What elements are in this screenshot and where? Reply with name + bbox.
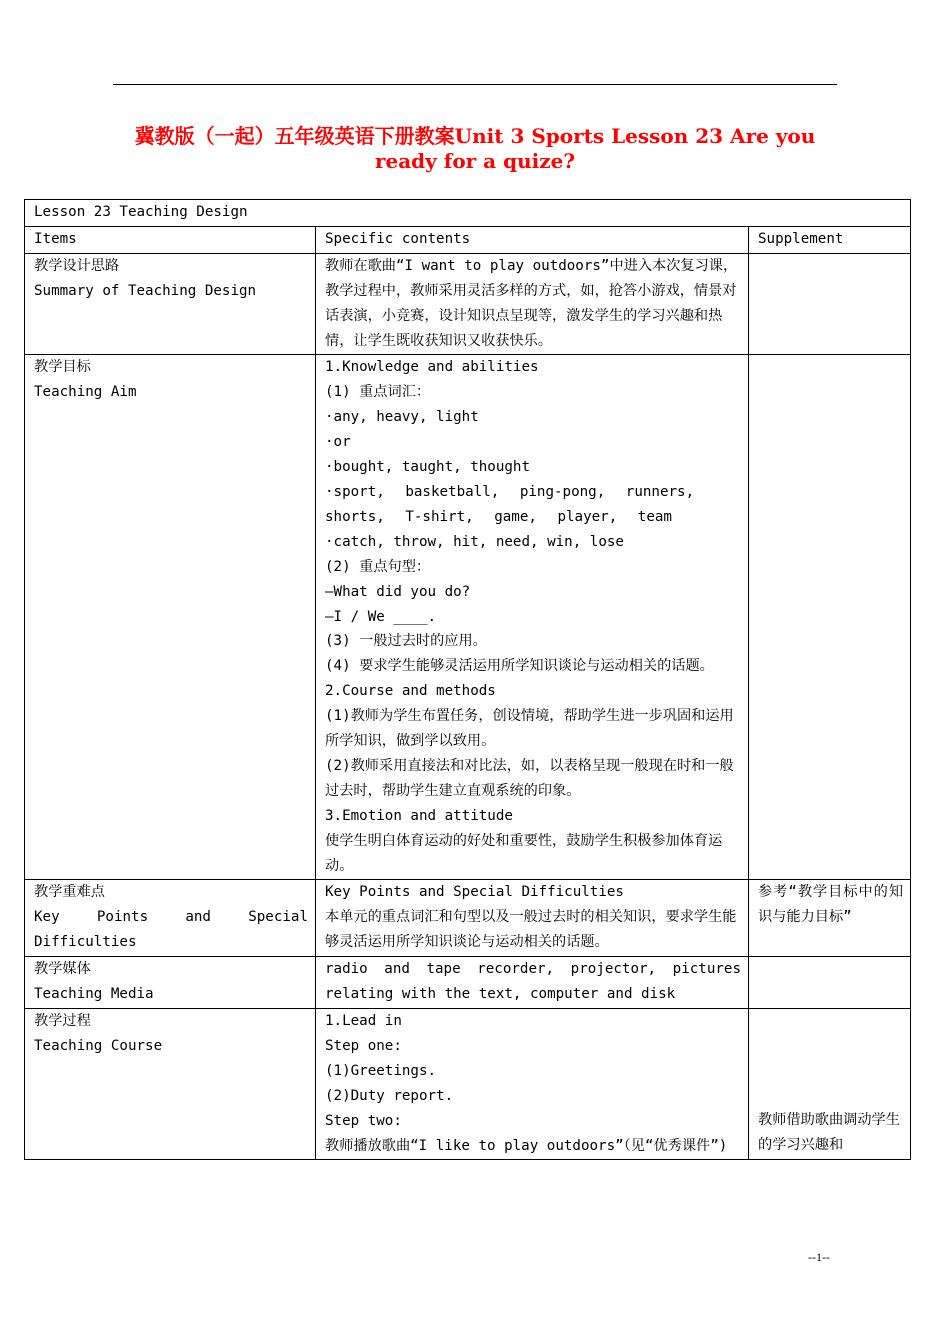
document-title bbox=[60, 124, 890, 174]
content-line: —What did you do? bbox=[325, 583, 471, 600]
content-line: (3) 一般过去时的应用。 bbox=[325, 633, 487, 650]
content-line: —I / We ____. bbox=[325, 608, 437, 625]
content-line: Step one: bbox=[325, 1037, 402, 1054]
item-cn: 教学媒体 bbox=[34, 961, 91, 978]
supplement-cell bbox=[749, 253, 911, 355]
content-line: (2)Duty report. bbox=[325, 1087, 454, 1104]
supplement-cell: 参考“教学目标中的知识与能力目标” bbox=[749, 880, 911, 957]
header-rule bbox=[113, 84, 837, 85]
content-line: 使学生明白体育运动的好处和重要性，鼓励学生积极参加体育运动。 bbox=[325, 832, 723, 874]
content-line: ·bought, taught, thought bbox=[325, 459, 530, 476]
item-cn: 教学过程 bbox=[34, 1013, 91, 1029]
supplement-cell bbox=[749, 957, 911, 1009]
table-header-row bbox=[25, 226, 911, 253]
header-supplement: Supplement bbox=[749, 226, 911, 253]
content-line: 教师播放歌曲“I like to play outdoors”（见“优秀课件”) bbox=[325, 1137, 728, 1154]
item-cell bbox=[25, 957, 316, 1009]
teaching-design-table bbox=[24, 199, 911, 1160]
table-row bbox=[25, 355, 911, 880]
content-line: 2.Course and methods bbox=[325, 683, 496, 700]
content-line: 本单元的重点词汇和句型以及一般过去时的相关知识，要求学生能够灵活运用所学知识谈论与运动相关的话题。 bbox=[325, 909, 737, 951]
content-cell bbox=[316, 957, 749, 1009]
title-line-2: ready for a quize? bbox=[374, 149, 576, 173]
header-specific-contents: Specific contents bbox=[316, 226, 749, 253]
table-caption-row bbox=[25, 200, 911, 227]
content-line: (1) 重点词汇： bbox=[325, 384, 431, 401]
content-line: (1)Greetings. bbox=[325, 1062, 437, 1079]
content-line: ·sport, basketball, ping-pong, runners, shorts, T-shirt, game, player, team bbox=[325, 483, 695, 525]
supplement-spacer bbox=[758, 1009, 903, 1108]
item-en: Teaching Aim bbox=[34, 384, 137, 401]
supplement-cell bbox=[749, 1009, 911, 1160]
table-row bbox=[25, 1009, 911, 1160]
table-caption: Lesson 23 Teaching Design bbox=[25, 200, 911, 227]
content-cell bbox=[316, 355, 749, 880]
content-line: 3.Emotion and attitude bbox=[325, 807, 513, 824]
item-cn: 教学重难点 bbox=[34, 884, 105, 901]
content-line: (2)教师采用直接法和对比法，如，以表格呈现一般现在时和一般过去时，帮助学生建立直观系统的印象。 bbox=[325, 757, 734, 799]
content-line: Key Points and Special Difficulties bbox=[325, 884, 624, 901]
content-line: ·or bbox=[325, 434, 351, 451]
content-line: 1.Lead in bbox=[325, 1013, 402, 1029]
supplement-cell bbox=[749, 355, 911, 880]
content-line: ·any, heavy, light bbox=[325, 409, 479, 426]
content-cell bbox=[316, 1009, 749, 1160]
supplement-text: 教师借助歌曲调动学生的学习兴趣和 bbox=[758, 1112, 900, 1153]
content-line: 教师在歌曲“I want to play outdoors”中进入本次复习课，教学过程中，教师采用灵活多样的方式，如，抢答小游戏，情景对话表演，小竞赛，设计知识点呈现等，激发学生的学习兴趣和热情，让学生既收获知识又收获快乐。 bbox=[325, 257, 738, 349]
table-row bbox=[25, 957, 911, 1009]
content-line: radio and tape recorder, projector, pictures relating with the text, computer and disk bbox=[325, 961, 741, 1003]
content-line: ·catch, throw, hit, need, win, lose bbox=[325, 533, 624, 550]
page-number: --1-- bbox=[808, 1250, 830, 1264]
content-cell bbox=[316, 253, 749, 355]
item-cell bbox=[25, 1009, 316, 1160]
header-items: Items bbox=[25, 226, 316, 253]
content-line: 1.Knowledge and abilities bbox=[325, 359, 539, 376]
item-en: Teaching Course bbox=[34, 1037, 163, 1054]
item-cell bbox=[25, 253, 316, 355]
item-en: Key Points and Special Difficulties bbox=[34, 909, 308, 951]
table-row bbox=[25, 253, 911, 355]
title-line-1: 冀教版（一起）五年级英语下册教案Unit 3 Sports Lesson 23 Are you bbox=[134, 124, 816, 148]
content-line: (4) 要求学生能够灵活运用所学知识谈论与运动相关的话题。 bbox=[325, 658, 714, 675]
table-row bbox=[25, 880, 911, 957]
item-en: Summary of Teaching Design bbox=[34, 282, 257, 299]
content-line: (1)教师为学生布置任务，创设情境，帮助学生进一步巩固和运用所学知识，做到学以致用。 bbox=[325, 708, 734, 750]
item-en: Teaching Media bbox=[34, 986, 154, 1003]
content-line: Step two: bbox=[325, 1112, 402, 1129]
item-cell bbox=[25, 880, 316, 957]
item-cn: 教学设计思路 bbox=[34, 257, 120, 274]
content-line: (2) 重点句型： bbox=[325, 558, 431, 575]
item-cell bbox=[25, 355, 316, 880]
content-cell bbox=[316, 880, 749, 957]
item-cn: 教学目标 bbox=[34, 359, 91, 376]
